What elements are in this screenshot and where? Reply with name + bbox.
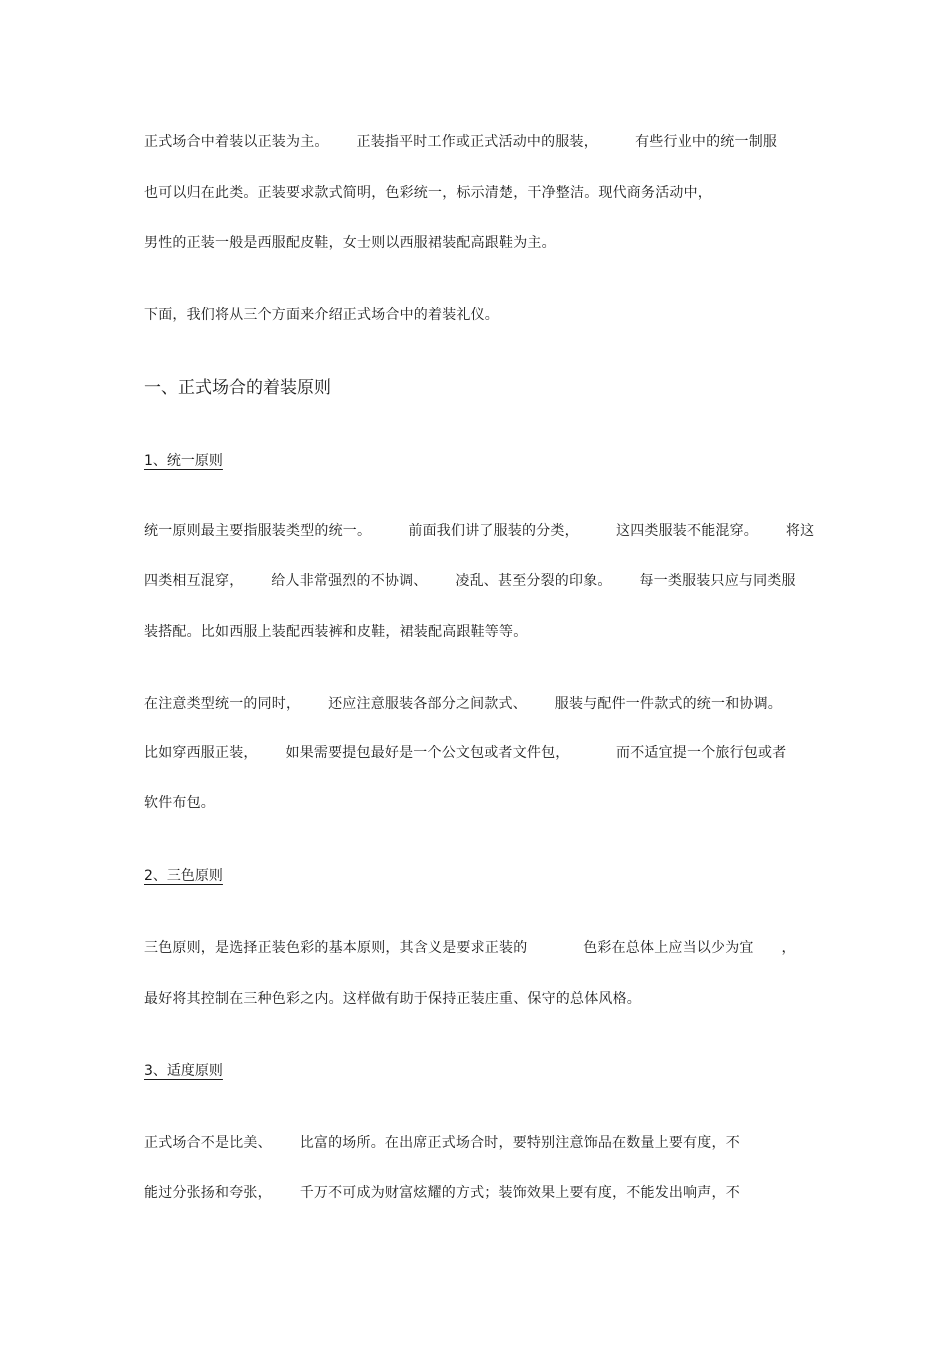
principle-1-heading: 1、统一原则 <box>144 453 223 469</box>
principle-1-para-1-line-1: 统一原则最主要指服装类型的统一。 前面我们讲了服装的分类， 这四类服装不能混穿。 将这 <box>144 523 815 539</box>
principle-2-para-line-1: 三色原则，是选择正装色彩的基本原则，其含义是要求正装的 色彩在总体上应当以少为宜 ， <box>144 940 796 956</box>
principle-3-para-line-2: 能过分张扬和夸张， 千万不可成为财富炫耀的方式；装饰效果上要有度，不能发出响声，不 <box>144 1185 740 1201</box>
intro-line-3: 男性的正装一般是西服配皮鞋，女士则以西服裙装配高跟鞋为主。 <box>144 235 556 251</box>
section-heading: 一、正式场合的着装原则 <box>144 378 331 398</box>
principle-3-para-line-1: 正式场合不是比美、 比富的场所。在出席正式场合时，要特别注意饰品在数量上要有度，不 <box>144 1135 740 1151</box>
principle-1-para-1-line-2: 四类相互混穿， 给人非常强烈的不协调、 凌乱、甚至分裂的印象。 每一类服装只应与同类服 <box>144 573 796 589</box>
principle-1-para-2-line-3: 软件布包。 <box>144 795 215 811</box>
principle-3-heading: 3、适度原则 <box>144 1063 223 1079</box>
overview-paragraph: 下面，我们将从三个方面来介绍正式场合中的着装礼仪。 <box>144 307 499 323</box>
principle-2-para-line-2: 最好将其控制在三种色彩之内。这样做有助于保持正装庄重、保守的总体风格。 <box>144 991 641 1007</box>
intro-line-1: 正式场合中着装以正装为主。 正装指平时工作或正式活动中的服装， 有些行业中的统一制服 <box>144 134 778 150</box>
principle-1-para-2-line-2: 比如穿西服正装， 如果需要提包最好是一个公文包或者文件包， 而不适宜提一个旅行包或者 <box>144 745 787 761</box>
principle-2-heading: 2、三色原则 <box>144 868 223 884</box>
principle-1-para-1-line-3: 装搭配。比如西服上装配西装裤和皮鞋，裙装配高跟鞋等等。 <box>144 624 528 640</box>
principle-1-para-2-line-1: 在注意类型统一的同时， 还应注意服装各部分之间款式、 服装与配件一件款式的统一和协调。 <box>144 696 782 712</box>
intro-line-2: 也可以归在此类。正装要求款式简明，色彩统一，标示清楚，干净整洁。现代商务活动中， <box>144 185 712 201</box>
